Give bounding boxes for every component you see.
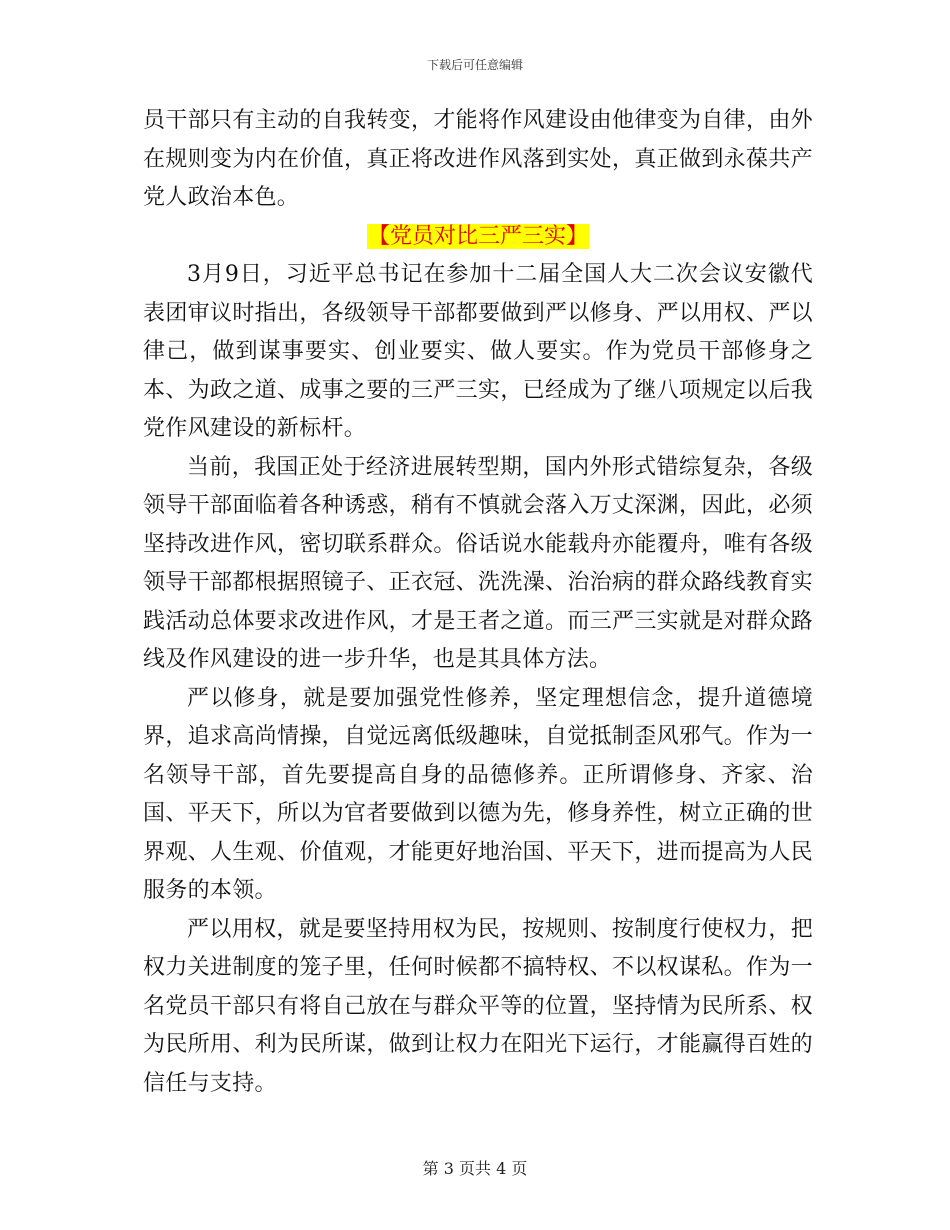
- paragraph-1: 3月9日，习近平总书记在参加十二届全国人大二次会议安徽代表团审议时指出，各级领导干部都要做到严以修身、严以用权、严以律己，做到谋事要实、创业要实、做人要实。作为党员干部修身之本、为政之道、成事之要的三严三实，已经成为了继八项规定以后我党作风建设的新标杆。: [143, 262, 813, 441]
- section-title: [143, 218, 813, 257]
- paragraph-continued: 员干部只有主动的自我转变，才能将作风建设由他律变为自律，由外在规则变为内在价值，真正将改进作风落到实处，真正做到永葆共产党人政治本色。: [143, 108, 813, 210]
- section-title-text: 【党员对比三严三实】: [367, 223, 588, 249]
- header-note: 下载后可任意编辑: [426, 58, 523, 72]
- paragraph-3: 严以修身，就是要加强党性修养，坚定理想信念，提升道德境界，追求高尚情操，自觉远离低级趣味，自觉抵制歪风邪气。作为一名领导干部，首先要提高自身的品德修养。正所谓修身、齐家、治国、平天下，所以为官者要做到以德为先，修身养性，树立正确的世界观、人生观、价值观，才能更好地治国、平天下，进而提高为人民服务的本领。: [143, 685, 813, 903]
- paragraph-2: 当前，我国正处于经济进展转型期，国内外形式错综复杂，各级领导干部面临着各种诱惑，稍有不慎就会落入万丈深渊，因此，必须坚持改进作风，密切联系群众。俗话说水能载舟亦能覆舟，唯有各级领导干部都根据照镜子、正衣冠、洗洗澡、治治病的群众路线教育实践活动总体要求改进作风，才是王者之道。而三严三实就是对群众路线及作风建设的进一步升华，也是其具体方法。: [143, 454, 813, 672]
- paragraph-4: 严以用权，就是要坚持用权为民，按规则、按制度行使权力，把权力关进制度的笼子里，任何时候都不搞特权、不以权谋私。作为一名党员干部只有将自己放在与群众平等的位置，坚持情为民所系、权为民所用、利为民所谋，做到让权力在阳光下运行，才能赢得百姓的信任与支持。: [143, 916, 813, 1096]
- page-number: 第 3 页共 4 页: [422, 1159, 528, 1178]
- document-body: [143, 102, 813, 1103]
